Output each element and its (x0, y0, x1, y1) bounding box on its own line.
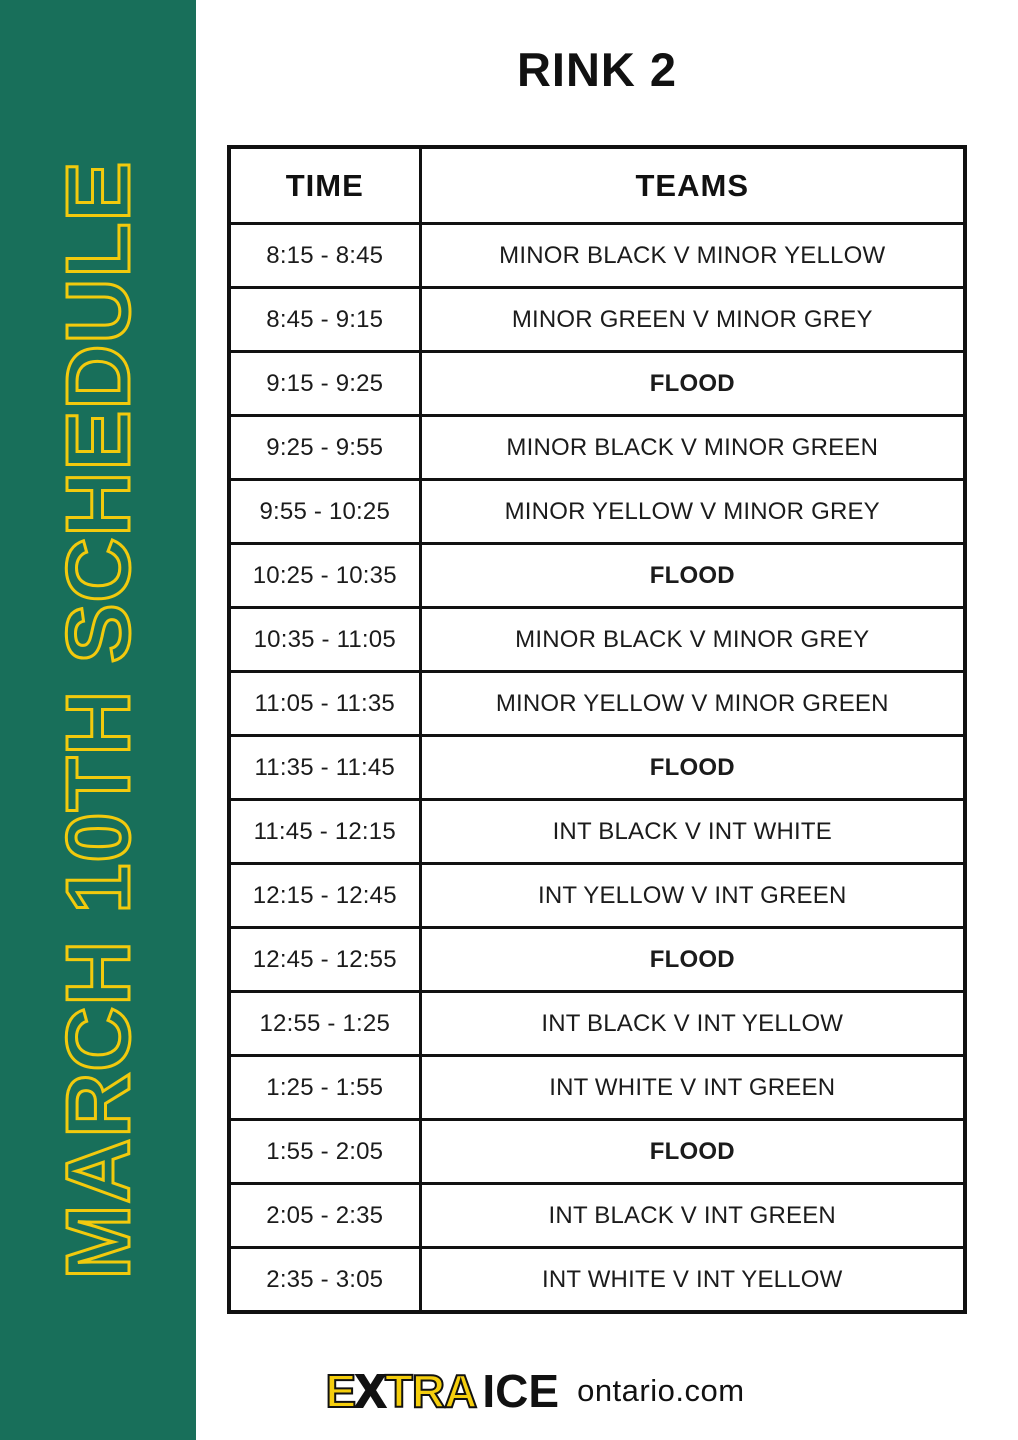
time-cell: 12:15 - 12:45 (229, 864, 420, 928)
teams-column-header: TEAMS (420, 147, 965, 224)
flood-cell: FLOOD (420, 736, 965, 800)
teams-cell: INT BLACK V INT YELLOW (420, 992, 965, 1056)
teams-cell: INT YELLOW V INT GREEN (420, 864, 965, 928)
teams-cell: MINOR BLACK V MINOR GREY (420, 608, 965, 672)
table-row (229, 608, 965, 672)
table-row (229, 928, 965, 992)
time-cell: 10:25 - 10:35 (229, 544, 420, 608)
table-row (229, 288, 965, 352)
table-row (229, 1120, 965, 1184)
footer (196, 1356, 1018, 1426)
table-row (229, 992, 965, 1056)
time-cell: 9:25 - 9:55 (229, 416, 420, 480)
table-row (229, 1184, 965, 1248)
table-header-row (229, 147, 965, 224)
sidebar-banner (0, 0, 196, 1440)
logo-extra-text (325, 1364, 476, 1418)
page-title: RINK 2 (516, 43, 678, 96)
table-row (229, 672, 965, 736)
time-cell: 8:15 - 8:45 (229, 224, 420, 288)
time-cell: 12:45 - 12:55 (229, 928, 420, 992)
table-row (229, 352, 965, 416)
table-row (229, 480, 965, 544)
teams-cell: INT WHITE V INT YELLOW (420, 1248, 965, 1313)
logo-letter: T (384, 1365, 412, 1417)
table-row (229, 224, 965, 288)
flood-cell: FLOOD (420, 352, 965, 416)
teams-cell: INT WHITE V INT GREEN (420, 1056, 965, 1120)
teams-cell: MINOR YELLOW V MINOR GREEN (420, 672, 965, 736)
teams-cell: MINOR GREEN V MINOR GREY (420, 288, 965, 352)
table-row (229, 736, 965, 800)
time-cell: 8:45 - 9:15 (229, 288, 420, 352)
teams-cell: INT BLACK V INT WHITE (420, 800, 965, 864)
logo-letter: A (444, 1365, 477, 1417)
time-cell: 1:25 - 1:55 (229, 1056, 420, 1120)
logo-letter: E (325, 1365, 356, 1417)
time-column-header: TIME (229, 147, 420, 224)
time-cell: 10:35 - 11:05 (229, 608, 420, 672)
table-row (229, 1056, 965, 1120)
extra-ice-logo (325, 1364, 744, 1418)
logo-letter: R (411, 1365, 445, 1417)
time-cell: 1:55 - 2:05 (229, 1120, 420, 1184)
teams-cell: INT BLACK V INT GREEN (420, 1184, 965, 1248)
teams-cell: MINOR BLACK V MINOR GREEN (420, 416, 965, 480)
time-cell: 9:55 - 10:25 (229, 480, 420, 544)
time-cell: 11:35 - 11:45 (229, 736, 420, 800)
teams-cell: MINOR BLACK V MINOR YELLOW (420, 224, 965, 288)
flood-cell: FLOOD (420, 544, 965, 608)
teams-cell: MINOR YELLOW V MINOR GREY (420, 480, 965, 544)
schedule-table-body (229, 224, 965, 1313)
table-row (229, 416, 965, 480)
flood-cell: FLOOD (420, 928, 965, 992)
flood-cell: FLOOD (420, 1120, 965, 1184)
logo-domain-text: ontario.com (577, 1373, 745, 1408)
schedule-table (227, 145, 967, 1314)
logo-ice-text: ICE (482, 1365, 560, 1417)
table-row (229, 544, 965, 608)
time-cell: 11:45 - 12:15 (229, 800, 420, 864)
time-cell: 12:55 - 1:25 (229, 992, 420, 1056)
time-cell: 2:35 - 3:05 (229, 1248, 420, 1313)
table-row (229, 864, 965, 928)
time-cell: 9:15 - 9:25 (229, 352, 420, 416)
logo-letter: X (355, 1365, 385, 1417)
schedule-date-title: MARCH 10TH SCHEDULE (48, 160, 149, 1280)
time-cell: 11:05 - 11:35 (229, 672, 420, 736)
table-row (229, 800, 965, 864)
time-cell: 2:05 - 2:35 (229, 1184, 420, 1248)
table-row (229, 1248, 965, 1313)
